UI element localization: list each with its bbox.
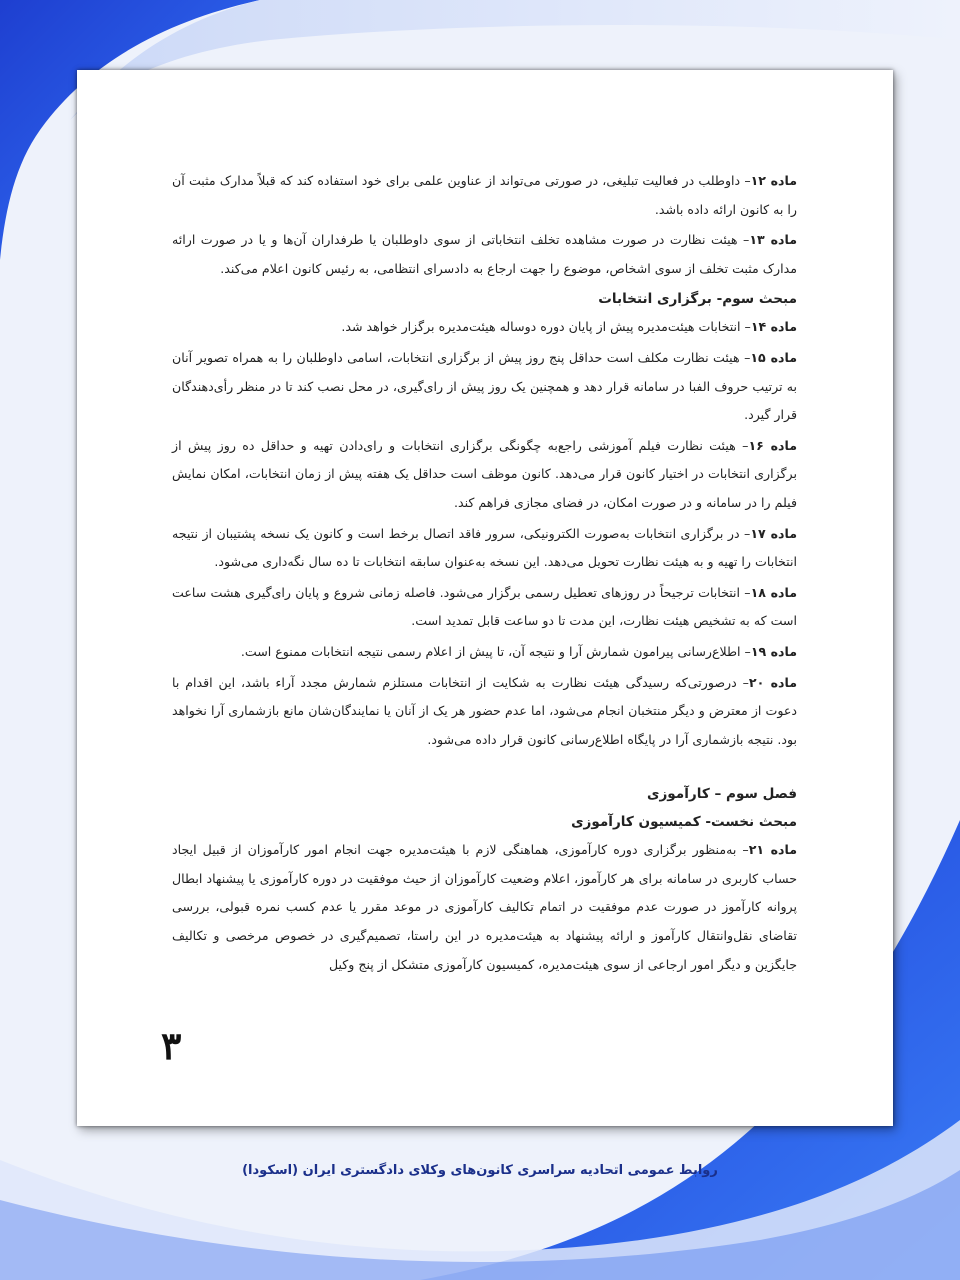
article-paragraph: [172, 520, 797, 577]
article-paragraph: [172, 836, 797, 979]
article-paragraph: [172, 313, 797, 342]
chapter-heading: فصل سوم – کارآموزی: [647, 786, 797, 803]
article-text: – انتخابات ترجیحاً در روزهای تعطیل رسمی برگزار می‌شود. فاصله زمانی شروع و پایان رای‌گیری هشت ساعت است که به تشخیص هیئت نظارت، این مدت تا دو ساعت قابل تمدید است.: [172, 584, 797, 629]
article-label: ماده ۲۰: [748, 674, 797, 690]
article-text: – در برگزاری انتخابات به‌صورت الکترونیکی، سرور فاقد اتصال برخط است و کانون یک نسخه پشتیبان از نتیجه انتخابات را تهیه و به هیئت نظارت تحویل می‌دهد. این نسخه به‌عنوان سابقه انتخابات تا ده سال نگه‌داری می‌شود.: [172, 525, 797, 570]
article-text: – داوطلب در فعالیت تبلیغی، در صورتی می‌تواند از عناوین علمی برای خود استفاده کند که قبلاً مدارک مثبت آن را به کانون ارائه داده باشد.: [172, 173, 797, 217]
document-page: [77, 70, 893, 1126]
document-body: [172, 167, 797, 981]
article-text: – به‌منظور برگزاری دوره کارآموزی، هماهنگی لازم با هیئت‌مدیره جهت انجام امور کارآموزان از قبیل ایجاد حساب کاربری در سامانه برای هر کارآموز، اعلام وضعیت کارآموزان از حیث موفقیت در دوره کارآموزی یا پیشنهاد ابطال پروانه کارآموز در صورت عدم موفقیت در اتمام تکالیف کارآموزی در موعد مقرر یا عدم کسب نمره قبولی، بررسی تقاضای نقل‌وانتقال کارآموز و ارائه پیشنهاد به هیئت‌مدیره در این راستا، تصمیم‌گیری در خصوص مرخصی و تکالیف جایگزین و دیگر امور ارجاعی از سوی هیئت‌مدیره، کمیسیون کارآموزی متشکل از پنج وکیل: [172, 842, 797, 972]
article-paragraph: [172, 226, 797, 283]
article-text: – درصورتی‌که رسیدگی هیئت نظارت به شکایت از انتخابات مستلزم شمارش مجدد آراء باشد، این اقدام با دعوت از معترض و دیگر منتخبان انجام می‌شود، اما عدم حضور هر یک از آنان یا نمایندگان‌شان مانع بازشماری آرا نخواهد بود. نتیجه بازشماری آرا در پایگاه اطلاع‌رسانی کانون قرار داده می‌شود.: [172, 674, 797, 747]
footer-caption: روابط عمومی اتحادیه سراسری کانون‌های وکلای دادگستری ایران (اسکودا): [242, 1163, 718, 1178]
article-label: ماده ۱۲: [750, 173, 797, 188]
article-label: ماده ۱۸: [750, 584, 798, 600]
article-paragraph: [172, 579, 797, 636]
section-heading: مبحث سوم- برگزاری انتخابات: [598, 291, 797, 308]
article-text: – هیئت نظارت مکلف است حداقل پنج روز پیش از برگزاری انتخابات، اسامی داوطلبان را به همراه تصویر آنان به ترتیب حروف الفبا در سامانه قرار دهد و همچنین یک روز پیش از رای‌گیری، در محل نصب کند تا در منظر رأی‌دهندگان قرار گیرد.: [172, 349, 797, 423]
article-label: ماده ۲۱: [748, 842, 797, 858]
article-label: ماده ۱۷: [750, 525, 797, 541]
article-text: – انتخابات هیئت‌مدیره پیش از پایان دوره دوساله هیئت‌مدیره برگزار خواهد شد.: [341, 319, 751, 335]
article-paragraph: [172, 432, 797, 518]
article-text: – هیئت نظارت در صورت مشاهده تخلف انتخاباتی از سوی داوطلبان یا طرفداران آن‌ها و یا در صورت ارائه مدارک مثبت تخلف از سوی اشخاص، موضوع را جهت ارجاع به دادسرای انتظامی، به رئیس کانون اعلام می‌کند.: [172, 232, 797, 276]
article-paragraph: [172, 167, 797, 224]
article-label: ماده ۱۶: [748, 437, 797, 453]
article-label: ماده ۱۳: [749, 232, 797, 248]
article-label: ماده ۱۵: [750, 349, 797, 365]
page-number: ۳: [161, 1023, 182, 1068]
article-label: ماده ۱۴: [750, 319, 797, 335]
article-text: – اطلاع‌رسانی پیرامون شمارش آرا و نتیجه آن، تا پیش از اعلام رسمی نتیجه انتخابات ممنوع است.: [240, 643, 751, 659]
section-heading: مبحث نخست- کمیسیون کارآموزی: [571, 814, 797, 831]
article-text: – هیئت نظارت فیلم آموزشی راجع‌به چگونگی برگزاری انتخابات و رای‌دادن تهیه و حداقل ده روز پیش از برگزاری انتخابات در اختیار کانون قرار می‌دهد. کانون موظف است حداقل یک هفته پیش از زمان انتخابات، امکان نمایش فیلم را در سامانه و در صورت امکان، در فضای مجازی فراهم کند.: [172, 437, 797, 510]
article-paragraph: [172, 669, 797, 755]
article-paragraph: [172, 638, 797, 667]
article-label: ماده ۱۹: [750, 643, 797, 659]
article-paragraph: [172, 344, 797, 430]
